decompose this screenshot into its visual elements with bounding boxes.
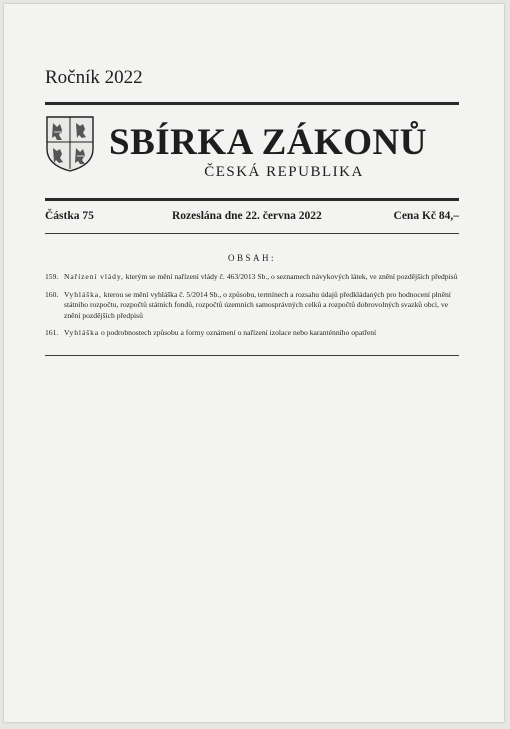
issue-price: Cena Kč 84,– [393,210,459,222]
header-top-rule [45,102,459,105]
toc-item-type: Nařízení vlády, [64,272,124,281]
toc-item-type: Vyhláška [64,328,100,338]
header-bottom-rule [45,198,459,201]
toc-item-text: kterou se mění vyhláška č. 5/2014 Sb., o způsobu, termínech a rozsahu údajů předkládaných pro hodnocení plnění státního rozpočtu, rozpočtů státních fondů, rozpočtů územních samosprávných celků a rozpočtů dobrovolných svazků obcí, ve znění pozdějších předpisů [64,289,451,320]
toc-item [45,290,459,322]
toc-item-text: o podrobnostech způsobu a formy oznámení o nařízení izolace nebo karanténního opatření [99,328,377,338]
contents-heading: OBSAH: [227,253,276,263]
toc-item-number: 161. [45,328,59,338]
volume-year: Ročník 2022 [45,67,143,88]
state-coat-of-arms-icon [45,115,95,173]
table-of-contents [45,272,459,346]
toc-item [45,272,459,283]
document-page [4,4,504,722]
distribution-date: Rozeslána dne 22. června 2022 [172,210,322,222]
toc-item-text: kterým se mění nařízení vlády č. 463/2013 Sb., o seznamech návykových látek, ve znění pozdějších předpisů [123,272,458,281]
toc-item-number: 159. [45,272,59,281]
issue-number: Částka 75 [45,210,94,222]
publication-title: SBÍRKA ZÁKONŮ [109,122,427,163]
toc-item-type: Vyhláška, [64,289,102,299]
info-bottom-rule [45,233,459,234]
country-subtitle: ČESKÁ REPUBLIKA [204,164,364,180]
toc-item-number: 160. [45,289,59,299]
contents-bottom-rule [45,355,459,356]
toc-item [45,328,459,339]
